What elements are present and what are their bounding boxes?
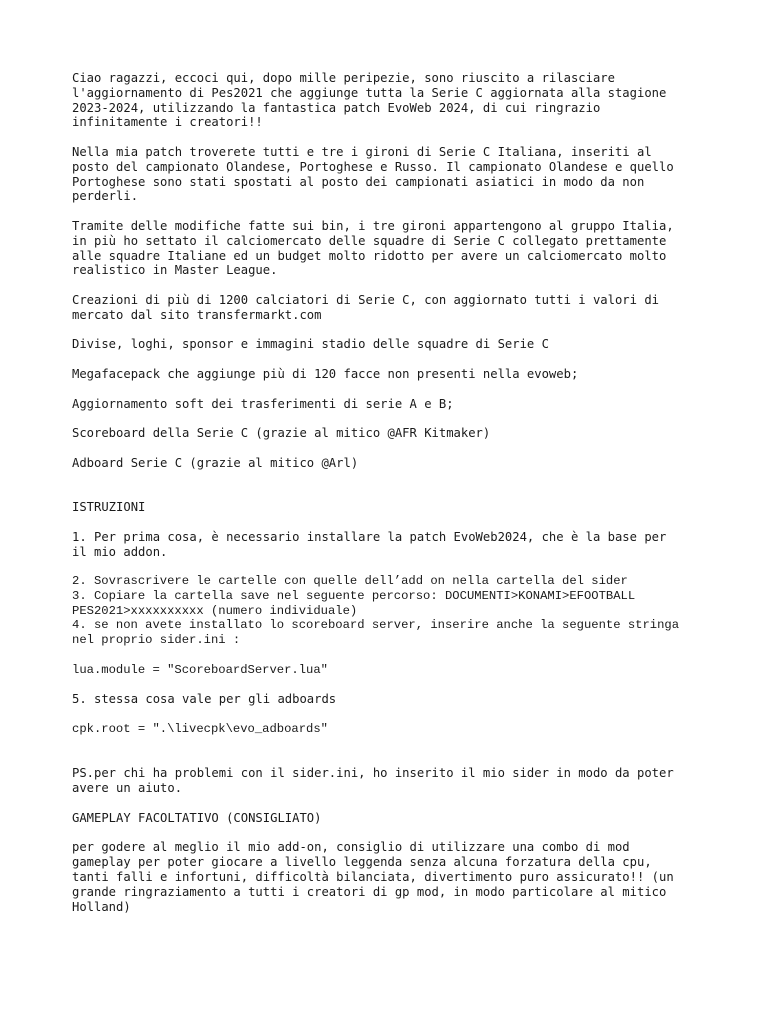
gameplay-paragraph: per godere al meglio il mio add-on, consiglio di utilizzare una combo di mod gameplay per poter giocare a livello leggenda senza alcuna forzatura della cpu, tanti falli e infortuni, difficoltà bilanciata, divertimento puro assicurato!! (un grande ringraziamento a tutti i creatori di gp mod, in modo particolare al mitico Holland) [72,840,674,914]
instructions-heading: ISTRUZIONI [72,500,146,515]
adboard-paragraph: Adboard Serie C (grazie al mitico @Arl) [72,455,359,470]
ps-note-paragraph: PS.per chi ha problemi con il sider.ini, ho inserito il mio sider in modo da poter avere un aiuto. [72,766,674,796]
gameplay-heading: GAMEPLAY FACOLTATIVO (CONSIGLIATO) [72,810,322,825]
transfers-update-paragraph: Aggiornamento soft dei trasferimenti di serie A e B; [72,396,454,411]
document-body [72,71,712,929]
transfer-market-paragraph: Tramite delle modifiche fatte sui bin, i tre gironi appartengono al gruppo Italia, in più ho settato il calciomercato delle squadre di Serie C collegato prettamente alle squadre Italiane ed un budget molto ridotto per avere un calciomercato molto realistico in Master League. [72,218,674,278]
scoreboard-paragraph: Scoreboard della Serie C (grazie al mitico @AFR Kitmaker) [72,426,491,441]
patch-leagues-paragraph: Nella mia patch troverete tutti e tre i gironi di Serie C Italiana, inseriti al posto del campionato Olandese, Portoghese e Russo. Il campionato Olandese e quello Portoghese sono stati spostati al posto dei campionati asiatici in modo da non perderli. [72,144,674,204]
facepack-paragraph: Megafacepack che aggiunge più di 120 facce non presenti nella evoweb; [72,366,579,381]
players-paragraph: Creazioni di più di 1200 calciatori di Serie C, con aggiornato tutti i valori di mercato dal sito transfermarkt.com [72,292,659,322]
lua-module-line: lua.module = "ScoreboardServer.lua" [72,662,328,677]
instruction-step-2: 2. Sovrascrivere le cartelle con quelle dell’add on nella cartella del sider [72,574,628,589]
instruction-step-5: 5. stessa cosa vale per gli adboards [72,692,337,707]
kits-paragraph: Divise, loghi, sponsor e immagini stadio delle squadre di Serie C [72,337,549,352]
instruction-step-4: 4. se non avete installato lo scoreboard server, inserire anche la seguente stringa nel proprio sider.ini : [72,618,680,648]
instruction-step-1: 1. Per prima cosa, è necessario installare la patch EvoWeb2024, che è la base per il mio addon. [72,529,667,559]
instruction-step-3: 3. Copiare la cartella save nel seguente percorso: DOCUMENTI>KONAMI>EFOOTBALL PES2021>xxxxxxxxxx (numero individuale) [72,588,636,618]
cpk-root-line: cpk.root = ".\livecpk\evo_adboards" [72,722,328,737]
intro-paragraph: Ciao ragazzi, eccoci qui, dopo mille peripezie, sono riuscito a rilasciare l'aggiornamento di Pes2021 che aggiunge tutta la Serie C aggiornata alla stagione 2023-2024, utilizzando la fantastica patch EvoWeb 2024, di cui ringrazio infinitamente i creatori!! [72,71,667,130]
